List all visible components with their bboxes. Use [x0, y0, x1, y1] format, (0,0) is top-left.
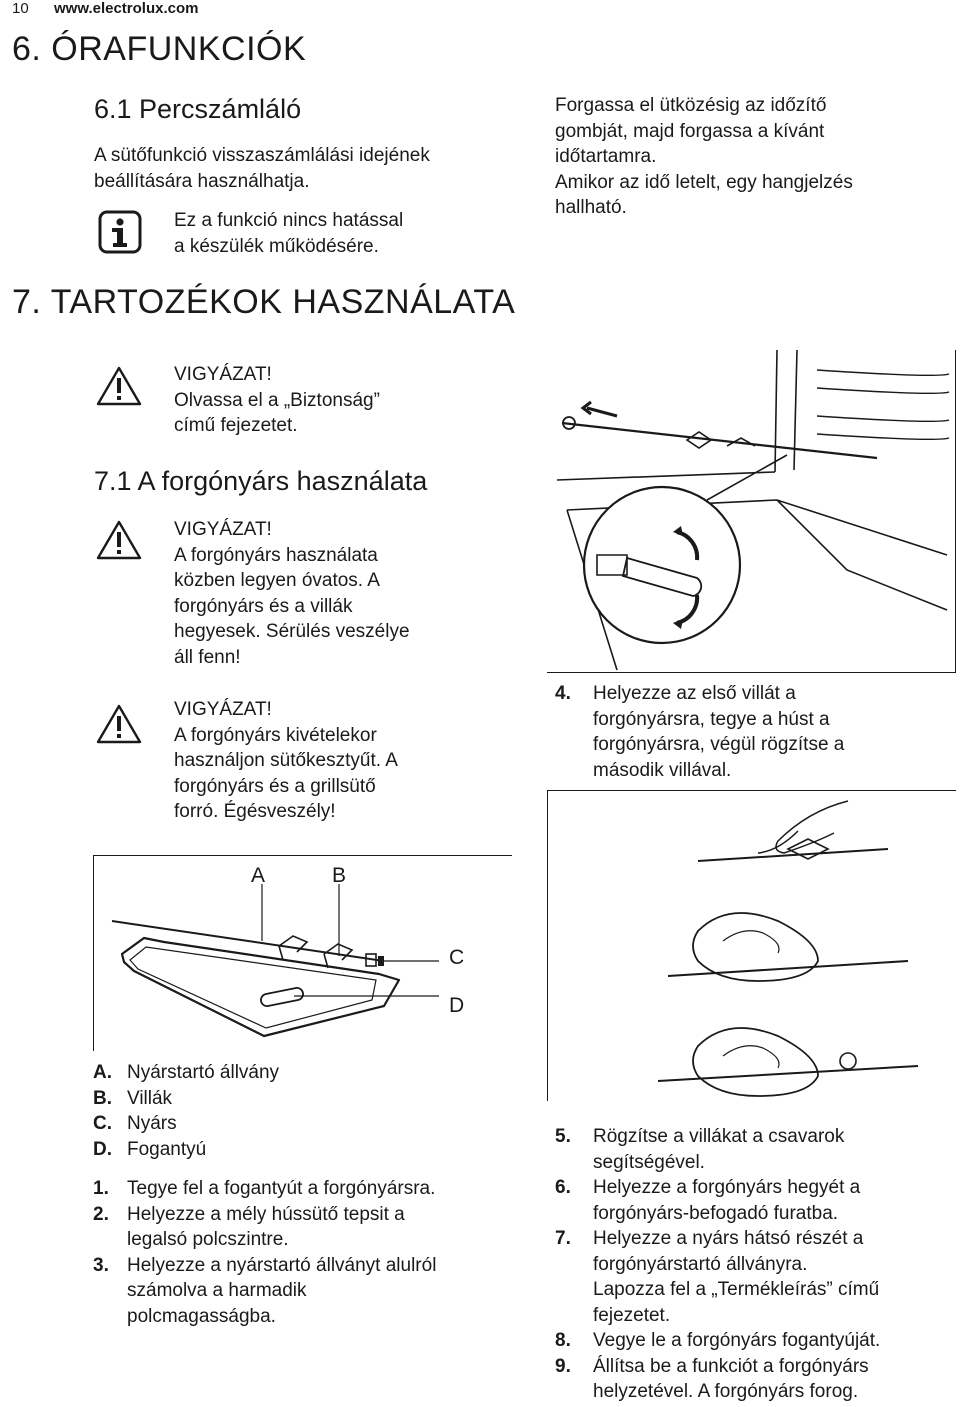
- subsection-7-1-title: 7.1 A forgónyárs használata: [94, 466, 428, 496]
- section-7-title: 7. TARTOZÉKOK HASZNÁLATA: [12, 283, 516, 321]
- meat-on-spit-figure: [547, 790, 956, 1101]
- step-1: 1. Tegye fel a fogantyút a forgónyársra.: [93, 1178, 436, 1199]
- legend-item: B. Villák: [93, 1087, 173, 1109]
- steps-right: [555, 1124, 880, 1405]
- sec6-paragraph: A sütőfunkció visszaszámlálási idejének beállítására használhatja.: [94, 145, 430, 192]
- warning-safety-note: VIGYÁZAT! Olvassa el a „Biztonság” című fejezetet.: [174, 364, 380, 436]
- oven-interior-figure: [547, 350, 956, 673]
- legend-item: D. Fogantyú: [93, 1138, 207, 1160]
- timer-instructions: Forgassa el ütközésig az időzítő gombját, majd forgassa a kívánt időtartamra. Amikor az idő letelt, egy hangjelzés hallható.: [555, 95, 853, 218]
- subsection-6-1-title: 6.1 Percszámláló: [94, 94, 302, 124]
- oven-interior-drawing: [547, 350, 955, 672]
- figure-label-a: A: [251, 864, 266, 887]
- step-2: 2. Helyezze a mély hússütő tepsit a legalsó polcszintre.: [93, 1203, 405, 1250]
- section-6-title: 6. ÓRAFUNKCIÓK: [12, 30, 307, 68]
- step-3: 3. Helyezze a nyárstartó állványt alulról számolva a harmadik polcmagasságba.: [93, 1254, 437, 1327]
- warning-spit-hot: VIGYÁZAT! A forgónyárs kivételekor használjon sütőkesztyűt. A forgónyárs és a grillsütő forró. Égésveszély!: [174, 699, 398, 822]
- warning-spit-sharp: VIGYÁZAT! A forgónyárs használata közben legyen óvatos. A forgónyárs és a villák hegyesek. Sérülés veszélye áll fenn!: [174, 519, 410, 668]
- step-9: 9. Állítsa be a funkciót a forgónyárs helyzetével. A forgónyárs forog.: [555, 1355, 869, 1402]
- rotisserie-parts-figure: [93, 855, 512, 1051]
- step-7: 7. Helyezze a nyárs hátsó részét a forgónyárstartó állványra. Lapozza fel a „Termékleírás” című fejezetet.: [555, 1228, 880, 1326]
- meat-on-spit-drawing: [548, 791, 956, 1101]
- info-icon: [98, 210, 142, 254]
- steps-left: [93, 1176, 436, 1329]
- warning-triangle-icon: [96, 704, 142, 744]
- legend-item: A. Nyárstartó állvány: [93, 1062, 280, 1083]
- warning-triangle-icon: [96, 366, 142, 406]
- header-url: www.electrolux.com: [54, 0, 199, 17]
- warning-triangle-icon: [96, 520, 142, 560]
- info-note: Ez a funkció nincs hatással a készülék működésére.: [174, 210, 404, 257]
- figure-label-b: B: [332, 864, 347, 887]
- page-number: 10: [12, 0, 29, 17]
- figure-label-d: D: [449, 994, 465, 1017]
- step-6: 6. Helyezze a forgónyárs hegyét a forgónyárs-befogadó furatba.: [555, 1177, 861, 1224]
- step-4: 4. Helyezze az első villát a forgónyársra, tegye a húst a forgónyársra, végül rögzítse a második villával.: [555, 683, 845, 781]
- step-8: 8. Vegye le a forgónyárs fogantyúját.: [555, 1330, 881, 1351]
- legend-item: C. Nyárs: [93, 1113, 177, 1134]
- parts-legend: [93, 1060, 279, 1162]
- step-5: 5. Rögzítse a villákat a csavarok segítségével.: [555, 1126, 845, 1173]
- figure-label-c: C: [449, 946, 465, 969]
